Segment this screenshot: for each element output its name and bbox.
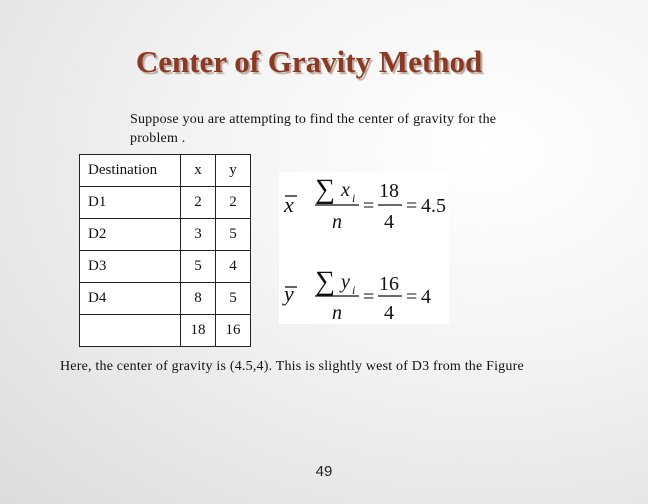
row-x: 8 (181, 283, 216, 315)
formula-x-equals-1: = (363, 195, 375, 217)
row-destination: D2 (80, 219, 181, 251)
table-row (80, 283, 251, 315)
row-destination: D4 (80, 283, 181, 315)
formula-y-den-value: 4 (384, 302, 394, 324)
formula-x (283, 174, 446, 233)
row-y: 4 (216, 251, 251, 283)
formula-y-numerator-var: y (341, 271, 350, 293)
intro-text: Suppose you are attempting to find the center of gravity for the problem . (130, 112, 497, 146)
totals-label (80, 315, 181, 347)
header-y: y (216, 155, 251, 187)
row-x: 5 (181, 251, 216, 283)
total-x: 18 (181, 315, 216, 347)
formula-x-lhs: x (284, 192, 294, 217)
formula-y-result: 4 (421, 286, 431, 308)
formula-panel (279, 172, 449, 324)
table-totals-row (80, 315, 251, 347)
formula-x-sum-symbol: ∑ (315, 174, 335, 205)
formula-y (282, 266, 431, 324)
coordinates-table (79, 154, 251, 347)
row-destination: D1 (80, 187, 181, 219)
formula-y-equals-1: = (363, 286, 375, 308)
table-row (80, 251, 251, 283)
formula-y-equals-2: = (406, 286, 418, 308)
row-destination: D3 (80, 251, 181, 283)
header-x: x (181, 155, 216, 187)
row-x: 2 (181, 187, 216, 219)
formula-y-sum-symbol: ∑ (315, 266, 335, 297)
row-y: 5 (216, 283, 251, 315)
table-row (80, 187, 251, 219)
table-header-row (80, 155, 251, 187)
formula-x-result: 4.5 (421, 195, 446, 217)
formula-y-lhs: y (284, 281, 294, 306)
header-destination: Destination (80, 155, 181, 187)
table-row (80, 219, 251, 251)
row-y: 5 (216, 219, 251, 251)
formula-x-num-value: 18 (379, 180, 399, 202)
formula-y-num-value: 16 (379, 273, 399, 295)
formula-x-numerator-var: x (341, 179, 350, 201)
formula-y-numerator-sub: i (352, 283, 356, 297)
page-number: 49 (315, 463, 333, 480)
row-x: 3 (181, 219, 216, 251)
formula-x-numerator-sub: i (352, 191, 356, 205)
formula-x-denominator: n (332, 211, 342, 233)
formula-x-equals-2: = (406, 195, 418, 217)
row-y: 2 (216, 187, 251, 219)
formula-x-den-value: 4 (384, 211, 394, 233)
formula-y-denominator: n (332, 302, 342, 324)
total-y: 16 (216, 315, 251, 347)
conclusion-text: Here, the center of gravity is (4.5,4). This is slightly west of D3 from the Figure (60, 359, 524, 374)
slide-title: Center of Gravity Method (135, 44, 483, 79)
